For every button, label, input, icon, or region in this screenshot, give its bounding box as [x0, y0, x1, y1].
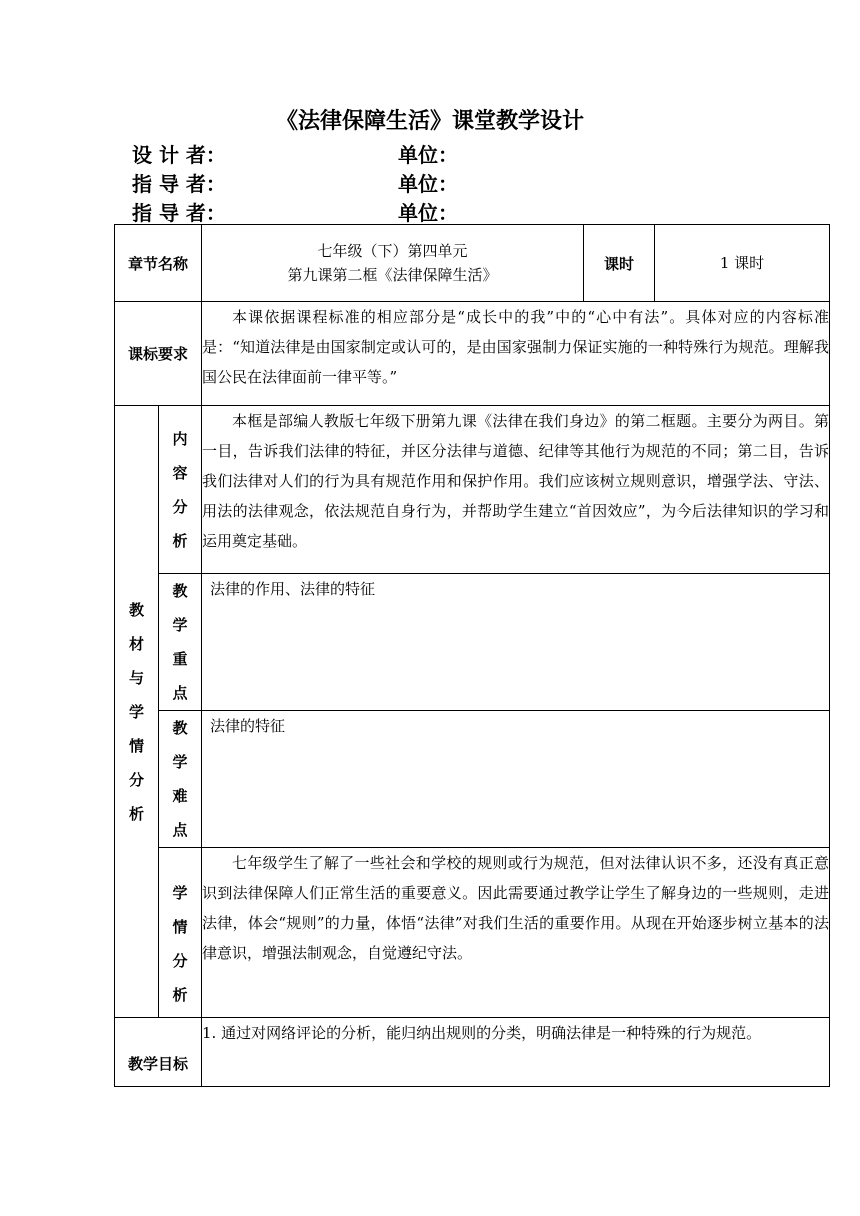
content-label-cell: [159, 406, 202, 574]
advisor-label-2: 指 导 者：: [132, 201, 226, 225]
student-label-cell: [159, 848, 202, 1018]
objective-row: [115, 1018, 830, 1087]
designer-unit-label: 单位：: [398, 143, 458, 167]
difficulty-label-cell: [159, 711, 202, 848]
advisor-unit-label-1: 单位：: [398, 172, 458, 196]
analysis-label: 教材与学情分析: [128, 600, 144, 823]
standard-label: 课标要求: [115, 302, 202, 406]
objective-label: 教学目标: [115, 1018, 202, 1087]
key-label-cell: [159, 574, 202, 711]
difficulty-row: [115, 711, 830, 848]
chapter-name-cell: [202, 225, 584, 302]
standard-row: [115, 302, 830, 406]
objective-text: 1. 通过对网络评论的分析，能归纳出规则的分类，明确法律是一种特殊的行为规范。: [202, 1018, 830, 1087]
designer-label: 设 计 者：: [132, 143, 226, 167]
student-label: 学情分析: [172, 883, 188, 1004]
content-label: 内容分析: [172, 429, 188, 550]
analysis-label-cell: [115, 406, 159, 1018]
student-row: [115, 848, 830, 1018]
lesson-plan-table: [114, 224, 830, 1087]
key-text: 法律的作用、法律的特征: [202, 574, 830, 711]
hours-label: 课时: [584, 225, 655, 302]
difficulty-text: 法律的特征: [202, 711, 830, 848]
advisor-label-1: 指 导 者：: [132, 172, 226, 196]
student-text: 七年级学生了解了一些社会和学校的规则或行为规范，但对法律认识不多，还没有真正意识到法律保障人们正常生活的重要意义。因此需要通过教学让学生了解身边的一些规则，走进法律，体会“规则”的力量，体悟“法律”对我们生活的重要作用。从现在开始逐步树立基本的法律意识，增强法制观念，自觉遵纪守法。: [202, 848, 830, 1018]
chapter-line-2: 第九课第二框《法律保障生活》: [287, 266, 498, 284]
key-label: 教学重点: [172, 582, 188, 702]
chapter-label: 章节名称: [115, 225, 202, 302]
key-point-row: [115, 574, 830, 711]
difficulty-label: 教学难点: [172, 719, 188, 839]
content-text: 本框是部编人教版七年级下册第九课《法律在我们身边》的第二框题。主要分为两目。第一目，告诉我们法律的特征，并区分法律与道德、纪律等其他行为规范的不同；第二目，告诉我们法律对人们的行为具有规范作用和保护作用。我们应该树立规则意识，增强学法、守法、用法的法律观念，依法规范自身行为，并帮助学生建立“首因效应”，为今后法律知识的学习和运用奠定基础。: [202, 406, 830, 574]
hours-value: 1 课时: [655, 225, 830, 302]
document-title: 《法律保障生活》课堂教学设计: [275, 109, 584, 134]
content-row: [115, 406, 830, 574]
chapter-line-1: 七年级（下）第四单元: [317, 242, 468, 260]
standard-text: 本课依据课程标准的相应部分是“成长中的我”中的“心中有法”。具体对应的内容标准是：“知道法律是由国家制定或认可的，是由国家强制力保证实施的一种特殊行为规范。理解我国公民在法律面前一律平等。”: [202, 302, 830, 406]
chapter-row: [115, 225, 830, 302]
advisor-unit-label-2: 单位：: [398, 201, 458, 225]
